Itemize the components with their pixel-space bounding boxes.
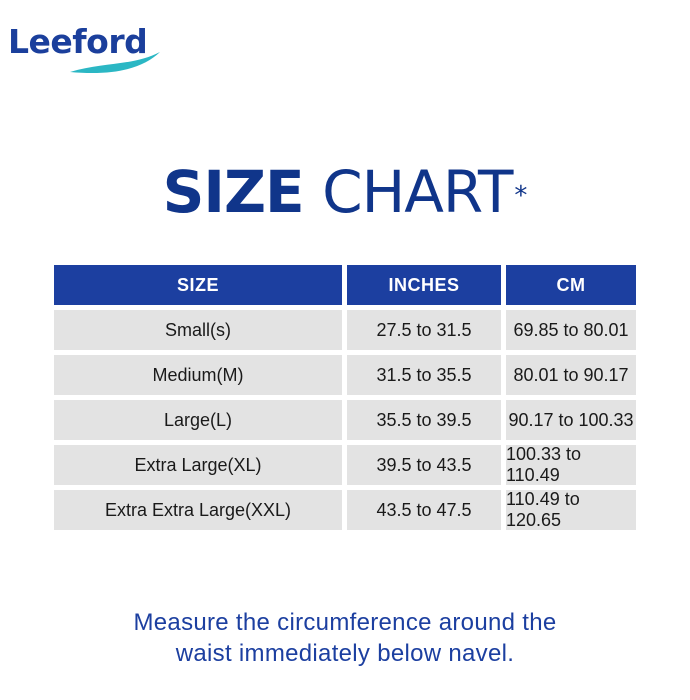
cm-cell: 90.17 to 100.33 bbox=[506, 400, 636, 440]
note-line-2: waist immediately below navel. bbox=[175, 640, 515, 667]
size-cell: Medium(M) bbox=[54, 355, 342, 395]
title-asterisk: * bbox=[514, 181, 528, 211]
inches-cell: 39.5 to 43.5 bbox=[347, 445, 501, 485]
brand-name: Leeford bbox=[8, 22, 148, 61]
table-row bbox=[54, 400, 636, 440]
brand-logo bbox=[8, 22, 168, 82]
header-inches: INCHES bbox=[347, 265, 501, 305]
table-row bbox=[54, 310, 636, 350]
table-row bbox=[54, 355, 636, 395]
table-header-row bbox=[54, 265, 636, 305]
measure-note bbox=[0, 607, 690, 669]
title-light: CHART bbox=[322, 158, 513, 226]
header-size: SIZE bbox=[54, 265, 342, 305]
note-line-1: Measure the circumference around the bbox=[133, 609, 557, 636]
cm-cell: 100.33 to 110.49 bbox=[506, 445, 636, 485]
size-cell: Large(L) bbox=[54, 400, 342, 440]
size-cell: Small(s) bbox=[54, 310, 342, 350]
inches-cell: 35.5 to 39.5 bbox=[347, 400, 501, 440]
table-row bbox=[54, 490, 636, 530]
size-cell: Extra Extra Large(XXL) bbox=[54, 490, 342, 530]
inches-cell: 43.5 to 47.5 bbox=[347, 490, 501, 530]
cm-cell: 110.49 to 120.65 bbox=[506, 490, 636, 530]
page-title bbox=[0, 157, 690, 227]
size-cell: Extra Large(XL) bbox=[54, 445, 342, 485]
cm-cell: 69.85 to 80.01 bbox=[506, 310, 636, 350]
cm-cell: 80.01 to 90.17 bbox=[506, 355, 636, 395]
title-bold: SIZE bbox=[162, 158, 304, 226]
table-row bbox=[54, 445, 636, 485]
size-table bbox=[54, 265, 636, 535]
inches-cell: 27.5 to 31.5 bbox=[347, 310, 501, 350]
inches-cell: 31.5 to 35.5 bbox=[347, 355, 501, 395]
wave-icon bbox=[8, 22, 168, 82]
header-cm: CM bbox=[506, 265, 636, 305]
